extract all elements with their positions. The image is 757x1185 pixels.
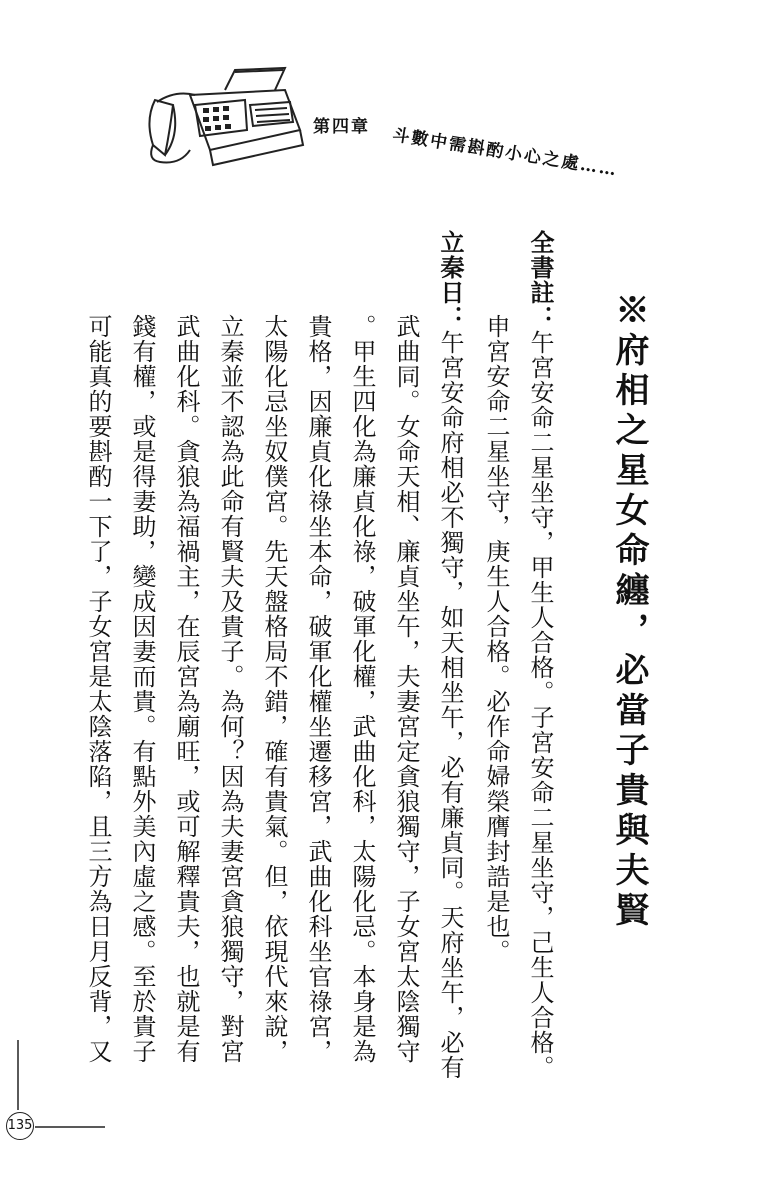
paragraph-2-line-1 — [438, 230, 462, 1090]
chapter-header — [135, 60, 655, 180]
paragraph-2-label: 立秦日： — [436, 230, 464, 330]
paragraph-2-line-2: 武曲同。女命天相、廉貞坐午，夫妻宮定貪狼獨守，子女宮太陰獨守 — [392, 314, 420, 1064]
paragraph-2-line-7: 武曲化科。貪狼為福禍主，在辰宮為廟旺，或可解釋貴夫，也就是有 — [172, 314, 200, 1064]
chapter-label: 第四章 — [313, 117, 370, 137]
paragraph-2-text: 午宮安命府相必不獨守，如天相坐午，必有廉貞同。天府坐午，必有 — [436, 330, 464, 1080]
paragraph-1-line-1 — [528, 230, 552, 1090]
fax-machine-icon — [135, 60, 305, 175]
paragraph-2-line-5: 太陽化忌坐奴僕宮。先天盤格局不錯，確有貴氣。但，依現代來說， — [260, 314, 288, 1064]
paragraph-2-line-4: 貴格，因廉貞化祿坐本命，破軍化權坐遷移宮，武曲化科坐官祿宮， — [304, 314, 332, 1064]
paragraph-2-line-9: 可能真的要斟酌一下了，子女宮是太陰落陷，且三方為日月反背，又 — [84, 314, 112, 1064]
page-number: 135 — [6, 1112, 34, 1140]
paragraph-1-text: 午宮安命二星坐守，甲生人合格。子宮安命二星坐守，己生人合格。 — [526, 330, 554, 1080]
article-title: ※府相之星女命纏，必當子貴與夫賢 — [609, 292, 649, 932]
paragraph-2-line-8: 錢有權，或是得妻助，變成因妻而貴。有點外美內虛之感。至於貴子 — [128, 314, 156, 1064]
paragraph-2-line-6: 立秦並不認為此命有賢夫及貴子。為何？因為夫妻宮貪狼獨守，對宮 — [216, 314, 244, 1064]
paragraph-1-line-2: 申宮安命二星坐守，庚生人合格。必作命婦榮膺封誥是也。 — [482, 314, 510, 964]
paragraph-1-label: 全書註： — [526, 230, 554, 330]
chapter-subtitle: 斗數中需斟酌小心之處…… — [391, 125, 620, 181]
paragraph-2-line-3: 。甲生四化為廉貞化祿，破軍化權，武曲化科，太陽化忌。本身是為 — [348, 314, 376, 1064]
